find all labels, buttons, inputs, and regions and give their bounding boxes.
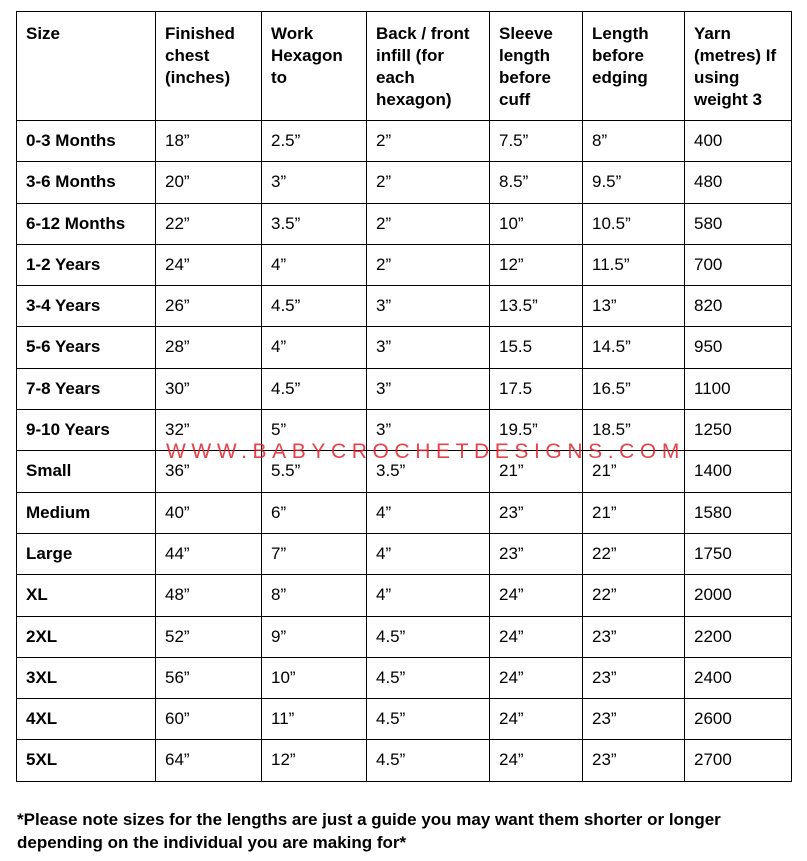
table-cell: 21” [490,451,583,492]
table-row [17,203,792,244]
table-cell: 13.5” [490,286,583,327]
column-header: Size [17,12,156,121]
table-cell: 36” [156,451,262,492]
table-cell: 24” [490,740,583,781]
table-cell: 4” [367,492,490,533]
table-cell: 2” [367,121,490,162]
table-cell: 13” [583,286,685,327]
table-row [17,121,792,162]
table-cell: 820 [685,286,792,327]
size-cell: 6-12 Months [17,203,156,244]
table-cell: 1100 [685,368,792,409]
table-cell: 14.5” [583,327,685,368]
table-row [17,410,792,451]
table-cell: 12” [490,244,583,285]
table-row [17,286,792,327]
table-cell: 3.5” [262,203,367,244]
size-cell: 3-4 Years [17,286,156,327]
table-cell: 4” [367,533,490,574]
size-cell: 3-6 Months [17,162,156,203]
table-row [17,368,792,409]
size-cell: Medium [17,492,156,533]
size-cell: XL [17,575,156,616]
table-cell: 950 [685,327,792,368]
column-header: Sleeve length before cuff [490,12,583,121]
table-cell: 16.5” [583,368,685,409]
table-cell: 480 [685,162,792,203]
table-cell: 580 [685,203,792,244]
table-cell: 24” [156,244,262,285]
table-cell: 22” [156,203,262,244]
size-cell: 9-10 Years [17,410,156,451]
size-cell: 3XL [17,657,156,698]
table-cell: 30” [156,368,262,409]
table-cell: 60” [156,699,262,740]
table-cell: 24” [490,616,583,657]
table-cell: 32” [156,410,262,451]
table-cell: 23” [490,492,583,533]
size-cell: Large [17,533,156,574]
table-body [17,121,792,782]
header-row [17,12,792,121]
table-row [17,327,792,368]
table-cell: 24” [490,699,583,740]
table-cell: 10” [490,203,583,244]
size-cell: 7-8 Years [17,368,156,409]
table-row [17,616,792,657]
table-cell: 23” [490,533,583,574]
table-cell: 23” [583,740,685,781]
table-row [17,451,792,492]
table-cell: 56” [156,657,262,698]
table-cell: 4.5” [367,740,490,781]
table-cell: 52” [156,616,262,657]
table-header [17,12,792,121]
table-cell: 2” [367,244,490,285]
table-cell: 7” [262,533,367,574]
table-cell: 21” [583,492,685,533]
table-cell: 20” [156,162,262,203]
table-cell: 3” [367,286,490,327]
table-cell: 10” [262,657,367,698]
table-cell: 28” [156,327,262,368]
table-cell: 22” [583,575,685,616]
table-cell: 2.5” [262,121,367,162]
table-cell: 3” [367,327,490,368]
table-cell: 64” [156,740,262,781]
table-cell: 22” [583,533,685,574]
table-cell: 23” [583,699,685,740]
table-cell: 2200 [685,616,792,657]
table-cell: 18.5” [583,410,685,451]
table-cell: 2000 [685,575,792,616]
watermark-text: WWW.BABYCROCHETDESIGNS.COM [166,440,685,463]
table-cell: 26” [156,286,262,327]
table-cell: 4.5” [367,699,490,740]
table-cell: 11” [262,699,367,740]
table-cell: 4.5” [262,286,367,327]
table-cell: 24” [490,657,583,698]
table-cell: 3” [262,162,367,203]
table-row [17,657,792,698]
table-cell: 21” [583,451,685,492]
table-cell: 1750 [685,533,792,574]
table-cell: 6” [262,492,367,533]
table-cell: 3” [367,410,490,451]
table-cell: 24” [490,575,583,616]
column-header: Back / front infill (for each hexagon) [367,12,490,121]
size-cell: 1-2 Years [17,244,156,285]
table-row [17,575,792,616]
size-cell: Small [17,451,156,492]
size-cell: 2XL [17,616,156,657]
table-cell: 44” [156,533,262,574]
size-cell: 0-3 Months [17,121,156,162]
table-cell: 700 [685,244,792,285]
table-cell: 48” [156,575,262,616]
table-cell: 4” [262,327,367,368]
table-cell: 10.5” [583,203,685,244]
table-row [17,699,792,740]
table-cell: 23” [583,657,685,698]
table-cell: 12” [262,740,367,781]
table-cell: 8” [262,575,367,616]
table-cell: 17.5 [490,368,583,409]
table-row [17,740,792,781]
table-cell: 1400 [685,451,792,492]
column-header: Finished chest (inches) [156,12,262,121]
table-cell: 4.5” [367,657,490,698]
table-row [17,533,792,574]
table-cell: 2700 [685,740,792,781]
table-cell: 3” [367,368,490,409]
table-cell: 7.5” [490,121,583,162]
footnote: *Please note sizes for the lengths are just a guide you may want them shorter or longer depending on the individual you are making for* [17,810,721,852]
table-cell: 4” [367,575,490,616]
size-cell: 5XL [17,740,156,781]
table-cell: 4.5” [262,368,367,409]
table-cell: 40” [156,492,262,533]
size-chart-table [16,11,792,782]
table-cell: 9.5” [583,162,685,203]
table-cell: 2400 [685,657,792,698]
table-row [17,492,792,533]
column-header: Work Hexagon to [262,12,367,121]
table-cell: 3.5” [367,451,490,492]
size-cell: 5-6 Years [17,327,156,368]
table-cell: 23” [583,616,685,657]
table-cell: 400 [685,121,792,162]
table-cell: 2600 [685,699,792,740]
size-cell: 4XL [17,699,156,740]
table-cell: 11.5” [583,244,685,285]
table-cell: 1580 [685,492,792,533]
table-cell: 8.5” [490,162,583,203]
column-header: Yarn (metres) If using weight 3 [685,12,792,121]
table-cell: 19.5” [490,410,583,451]
table-cell: 5” [262,410,367,451]
table-row [17,162,792,203]
table-cell: 5.5” [262,451,367,492]
table-cell: 2” [367,203,490,244]
table-cell: 2” [367,162,490,203]
column-header: Length before edging [583,12,685,121]
table-cell: 4” [262,244,367,285]
table-cell: 18” [156,121,262,162]
table-cell: 1250 [685,410,792,451]
table-row [17,244,792,285]
table-cell: 4.5” [367,616,490,657]
table-cell: 15.5 [490,327,583,368]
table-cell: 8” [583,121,685,162]
table-cell: 9” [262,616,367,657]
